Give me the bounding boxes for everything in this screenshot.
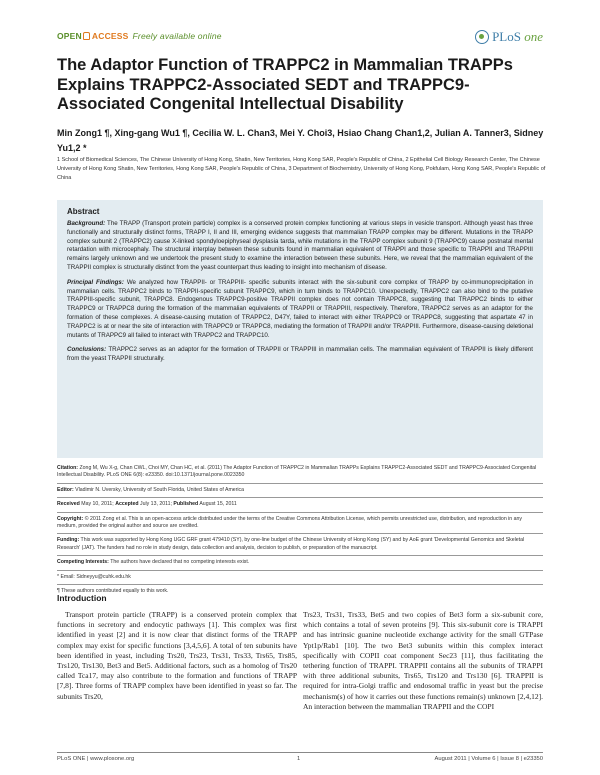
competing-interests: [57, 559, 543, 566]
oa-access-text: ACCESS: [91, 31, 129, 41]
divider: [57, 533, 543, 534]
findings-label: Principal Findings:: [67, 278, 124, 286]
abstract-box: [57, 200, 543, 458]
divider: [57, 497, 543, 498]
abstract-conclusions: [67, 346, 533, 364]
abstract-findings: [67, 279, 533, 341]
abstract-background: [67, 220, 533, 273]
published-date: August 15, 2011: [199, 501, 237, 508]
background-text: The TRAPP (Transport protein particle) complex is a conserved protein complex functioning at various steps in vesicle transport. Although yeast has three functionally and structurally distinct forms, TRAPP I, II and III, emerging evidence suggests that mammalian TRAPP complex may be different. Mutations in the TRAPP complex subunit 2 (TRAPPC2) cause X-linked spondyloepiphyseal dysplasia tarda, while mutations in the TRAPP complex subunit 9 (TRAPPC9) cause postnatal mental retardation with microcephaly. The structural interplay between these subunits found in mammalian equivalent of TRAPPI and those specific to TRAPPII and TRAPPIII remains largely unknown and we undertook the present study to examine the interaction between these subunits. Here, we reveal that the mammalian equivalent of the TRAPPII complex is structurally distinct from the yeast counterpart thus leading to insight into mechanism of disease.: [67, 220, 533, 271]
plos-logo-icon: [475, 30, 489, 44]
affiliations: 1 School of Biomedical Sciences, The Chinese University of Hong Kong, Shatin, New Territories, Hong Kong SAR, People's Republic of China, 2 Epithelial Cell Biology Research Center, The Chinese University of Hong Kong Shatin, New Territories, Hong Kong SAR, People's Republic of China, 3 Department of Biochemistry, University of Hong Kong, Pokfulam, Hong Kong SAR, People's Republic of China: [57, 157, 546, 182]
editor-text: Vladimir N. Uversky, University of South Florida, United States of America: [75, 486, 245, 493]
copyright: [57, 516, 543, 531]
open-access-banner: [57, 31, 222, 41]
divider: [57, 570, 543, 571]
divider: [57, 584, 543, 585]
findings-text: We analyzed how TRAPPII- or TRAPPIII- specific subunits interact with the six-subunit core complex of TRAPP by co-immunoprecipitation in mammalian cells. TRAPPC2 binds to TRAPPII-specific subunit TRAPPC9, which in turn binds to TRAPPC10. Unexpectedly, TRAPPC2 can also bind to the putative TRAPPIII-specific subunit, TRAPPC8. Endogenous TRAPPC9-positive TRAPPII complex does not contain TRAPPC8, suggesting that TRAPPC2 binds to either TRAPPC9 or TRAPPC8 during the formation of the mammalian equivalents of TRAPPII or TRAPPIII, respectively. Therefore, TRAPPC2 serves as an adaptor for the formation of these complexes. A disease-causing mutation of TRAPPC2, D47Y, failed to interact with either TRAPPC9 or TRAPPC8, suggesting that aspartate 47 in TRAPPC2 is at or near the site of interaction with TRAPPC9 or TRAPPC8, mediating the formation of TRAPPII and/or TRAPPIII. Furthermore, disease-causing deletional mutants of TRAPPC9 all failed to interact with TRAPPC2 and TRAPPC10.: [67, 278, 533, 339]
citation: [57, 465, 543, 480]
page-footer: [57, 752, 543, 762]
divider: [57, 512, 543, 513]
abstract-heading: Abstract: [67, 207, 100, 216]
conclusions-text: TRAPPC2 serves as an adaptor for the formation of TRAPPII or TRAPPIII in mammalian cells. The mammalian equivalent of TRAPPII is likely different from the yeast TRAPPII structurally.: [67, 346, 533, 363]
competing-label: Competing Interests:: [57, 559, 109, 566]
introduction-heading: Introduction: [57, 593, 107, 603]
open-lock-icon: [83, 32, 90, 40]
equal-contribution-note: ¶ These authors contributed equally to this work.: [57, 588, 169, 595]
funding-label: Funding:: [57, 537, 80, 544]
article-metadata: [57, 465, 543, 598]
published-label: Published: [173, 501, 199, 508]
copyright-text: © 2011 Zong et al. This is an open-access article distributed under the terms of the Creative Commons Attribution License, which permits unrestricted use, distribution, and reproduction in any medium, provided the original author and source are credited.: [57, 515, 522, 530]
accepted-date: July 13, 2011;: [140, 501, 172, 508]
journal-header: [57, 29, 543, 47]
footer-issue: August 2011 | Volume 6 | Issue 8 | e23350: [434, 756, 543, 762]
logo-plos-text: PLoS: [492, 29, 521, 44]
funding-text: This work was supported by Hong Kong UGC GRF grant 479410 (SY), by one-line budget of the Chinese University of Hong Kong (SY) and by AoE grant 'Developmental Genomics and Skeletal Research' (JAT). The funders had no role in study design, data collection and analysis, decision to publish, or preparation of the manuscript.: [57, 537, 525, 551]
divider: [57, 555, 543, 556]
citation-label: Citation:: [57, 465, 79, 471]
page-number: 1: [297, 756, 301, 762]
funding: [57, 537, 543, 552]
oa-free-text: Freely available online: [132, 31, 222, 41]
citation-text: Zong M, Wu X-g, Chan CWL, Choi MY, Chan HC, et al. (2011) The Adaptor Function of TRAPPC2 in Mammalian TRAPPs Explains TRAPPC2-Associated SEDT and TRAPPC9-Associated Congenital Intellectual Disability. PLoS ONE 6(8): e23350. doi:10.1371/journal.pone.0023350: [57, 465, 537, 479]
author-list: Min Zong1 ¶, Xing-gang Wu1 ¶, Cecilia W. L. Chan3, Mei Y. Choi3, Hsiao Chang Chan1,2, Julian A. Tanner3, Sidney Yu1,2 *: [57, 128, 544, 153]
corresponding-email: * Email: Sidneyyu@cuhk.edu.hk: [57, 573, 131, 580]
dates: [57, 501, 543, 508]
competing-text: The authors have declared that no competing interests exist.: [110, 559, 250, 566]
received-label: Received: [57, 501, 80, 508]
divider: [57, 483, 543, 484]
article-title: The Adaptor Function of TRAPPC2 in Mammalian TRAPPs Explains TRAPPC2-Associated SEDT and TRAPPC9-Associated Congenital Intellectual Disability: [57, 56, 513, 113]
intro-left-column: Transport protein particle (TRAPP) is a conserved protein complex that functions in secretory and endocytic pathways [1]. This complex was first identified in yeast [2] and it is now clear that distinct forms of the TRAPP complex may exist for specific functions [3,4,5,6]. A total of ten subunits have been identified in yeast, including Trs20, Trs23, Trs31, Trs33, Trs65, Trs85, Trs120, Trs130, Bet3 and Bet5. Additional factors, such as a homolog of Trs20 called Tca17, may also contribute to the formation and functions of TRAPP [7,8]. Three forms of TRAPP complex have been identified in yeast so far. The subunits Trs20,: [57, 610, 297, 701]
oa-open-text: OPEN: [57, 31, 82, 41]
received-date: May 10, 2011;: [81, 501, 114, 508]
accepted-label: Accepted: [115, 501, 139, 508]
copyright-label: Copyright:: [57, 515, 84, 522]
plos-one-logo: [475, 29, 543, 45]
editor-label: Editor:: [57, 486, 74, 493]
footer-rule: [57, 752, 543, 753]
editor: [57, 487, 543, 494]
logo-one-text: one: [524, 29, 543, 44]
conclusions-label: Conclusions:: [67, 346, 107, 354]
footer-journal: PLoS ONE | www.plosone.org: [57, 756, 135, 762]
intro-right-column: Trs23, Trs31, Trs33, Bet5 and two copies of Bet3 form a six-subunit core, which contains a total of seven proteins [9]. This six-subunit core is TRAPPI and has intrinsic guanine nucleotide exchange activity for the small GTPase Ypt1p/Rab1 [10]. The two Bet3 subunits within this complex interact specifically with COPII coat component Sec23 [11], thus facilitating the tethering function of TRAPPI. TRAPPII contains all the subunits of TRAPPI with three additional subunits, Trs65, Trs120 and Trs130 [6]. TRAPPII is required for intra-Golgi traffic and endosomal traffic in yeast but the precise mechanism(s) of how it carries out these functions remain(s) unknown [2,4,12]. An interaction between the mammalian TRAPPII and the COPI: [303, 610, 543, 711]
background-label: Background:: [67, 220, 106, 227]
